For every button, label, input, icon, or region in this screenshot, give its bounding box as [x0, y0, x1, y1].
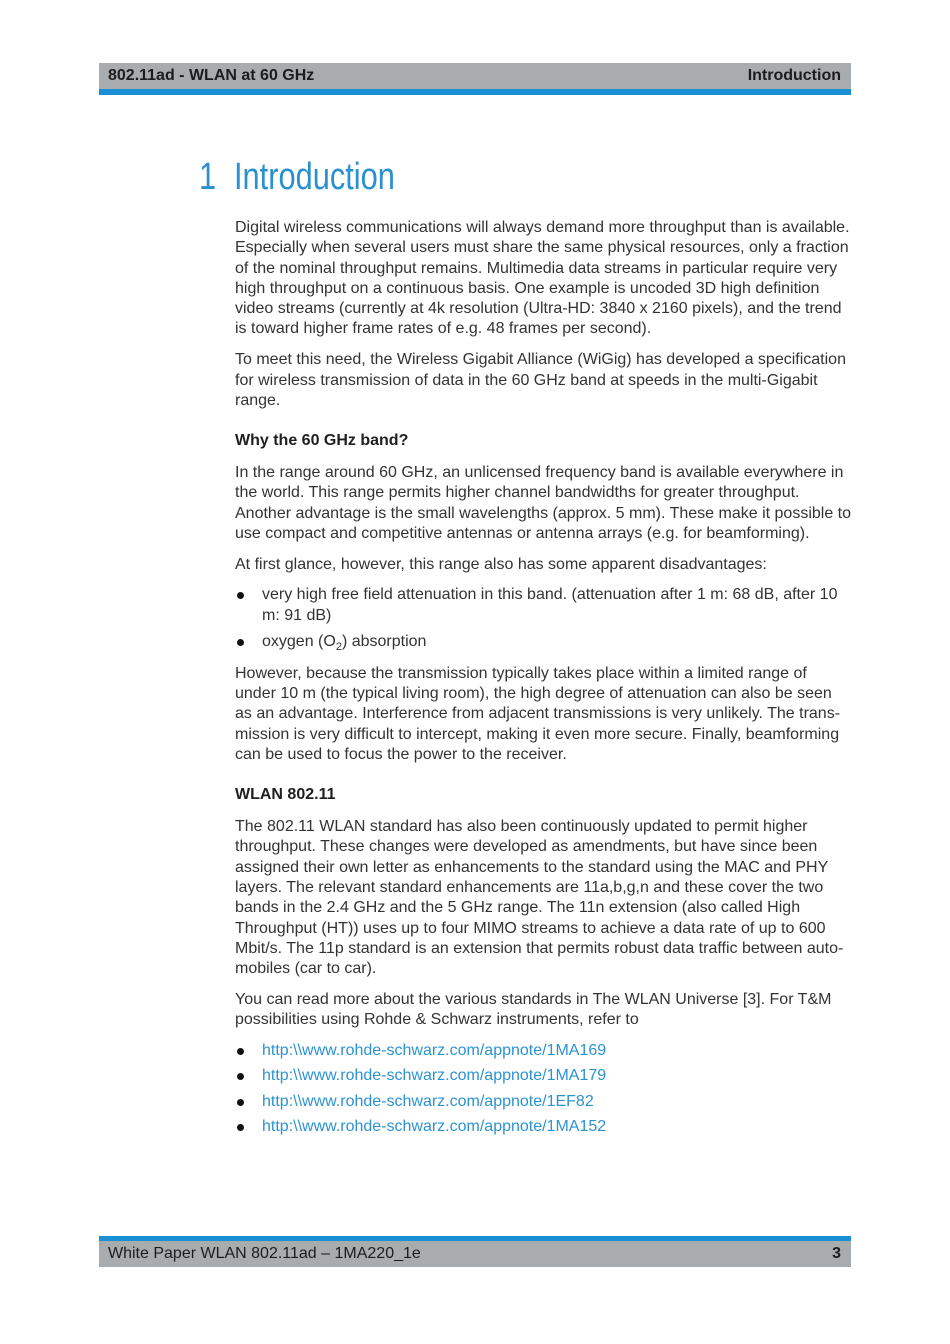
page-content	[235, 218, 851, 1150]
text-line: At first glance, however, this range also has some apparent disadvantages:	[235, 555, 767, 573]
paragraph-wlan-2	[235, 990, 851, 1031]
paragraph-intro-2	[235, 350, 851, 411]
text-line: However, because the transmission typically takes place within a limited range of	[235, 664, 807, 682]
appnote-link-1ef82[interactable]: http:\\www.rohde-schwarz.com/appnote/1EF82	[262, 1092, 594, 1110]
list-item	[235, 1092, 851, 1112]
header-section-title: Introduction	[747, 67, 841, 84]
list-item	[235, 1066, 851, 1086]
bullet-icon	[237, 1048, 244, 1055]
text-line: possibilities using Rohde & Schwarz instruments, refer to	[235, 1011, 639, 1029]
text-line: under 10 m (the typical living room), the high degree of attenuation can also be seen	[235, 685, 832, 703]
text-line: for wireless transmission of data in the 60 GHz band at speeds in the multi-Gigabit	[235, 371, 818, 389]
text-line: In the range around 60 GHz, an unlicensed frequency band is available everywhere in	[235, 463, 844, 481]
text-line	[262, 632, 851, 652]
list-item	[235, 585, 851, 626]
list-item	[235, 1041, 851, 1061]
text-line: Digital wireless communications will always demand more throughput than is available.	[235, 219, 850, 236]
bullet-icon	[237, 1073, 244, 1080]
paragraph-60ghz-1	[235, 463, 851, 544]
text-line: the world. This range permits higher channel bandwidths for greater throughput.	[235, 484, 800, 502]
heading-wlan-80211: WLAN 802.11	[235, 786, 336, 804]
bullet-icon	[237, 1099, 244, 1106]
disadvantages-list	[235, 585, 851, 651]
text-before-subscript: oxygen (O	[262, 632, 336, 650]
header-rule	[99, 89, 851, 95]
text-line: throughput. These changes were developed as amendments, but have since been	[235, 838, 818, 856]
text-line: bands in the 2.4 GHz and the 5 GHz range. The 11n extension (also called High	[235, 899, 801, 917]
running-header	[99, 63, 851, 89]
text-line: assigned their own letter as enhancements to the standard using the MAC and PHY	[235, 858, 829, 876]
appnote-link-1ma169[interactable]: http:\\www.rohde-schwarz.com/appnote/1MA169	[262, 1042, 607, 1060]
bullet-icon	[237, 1124, 244, 1131]
appnote-link-1ma179[interactable]: http:\\www.rohde-schwarz.com/appnote/1MA179	[262, 1067, 607, 1085]
text-line: Mbit/s. The 11p standard is an extension that permits robust data traffic between auto-	[235, 939, 844, 957]
text-line: Another advantage is the small wavelengths (approx. 5 mm). These make it possible to	[235, 504, 852, 522]
text-line: is toward higher frame rates of e.g. 48 frames per second).	[235, 320, 652, 338]
text-after-subscript: ) absorption	[341, 632, 427, 650]
text-line: The 802.11 WLAN standard has also been continuously updated to permit higher	[235, 818, 808, 836]
paragraph-60ghz-3	[235, 664, 851, 765]
text-line: Especially when several users must share the same physical resources, only a fraction	[235, 239, 849, 257]
list-item	[235, 1117, 851, 1137]
text-line: m: 91 dB)	[262, 606, 332, 624]
bullet-icon	[237, 592, 244, 599]
text-line: layers. The relevant standard enhancements are 11a,b,g,n and these cover the two	[235, 879, 824, 897]
subscript: 2	[335, 640, 342, 653]
chapter-title: Introduction	[234, 156, 395, 198]
text-line: To meet this need, the Wireless Gigabit Alliance (WiGig) has developed a specification	[235, 351, 846, 369]
text-line: as an advantage. Interference from adjacent transmissions is very unlikely. The trans-	[235, 705, 841, 723]
text-line: can be used to focus the power to the receiver.	[235, 746, 567, 764]
page-number: 3	[832, 1245, 841, 1262]
header-document-title: 802.11ad - WLAN at 60 GHz	[108, 67, 315, 84]
paragraph-intro-1	[235, 218, 851, 340]
text-line: range.	[235, 391, 281, 409]
heading-60ghz-band: Why the 60 GHz band?	[235, 432, 409, 450]
text-line: use compact and competitive antennas or antenna arrays (e.g. for beamforming).	[235, 524, 810, 542]
text-line: You can read more about the various standards in The WLAN Universe [3]. For T&M	[235, 991, 832, 1008]
bullet-icon	[237, 639, 244, 646]
text-line: mobiles (car to car).	[235, 960, 377, 978]
paragraph-60ghz-2	[235, 555, 851, 575]
text-line: high throughput on a continuous basis. One example is uncoded 3D high definition	[235, 279, 820, 297]
footer-document-id: White Paper WLAN 802.11ad – 1MA220_1e	[108, 1245, 421, 1262]
text-line: of the nominal throughput remains. Multimedia data streams in particular require very	[235, 259, 838, 277]
text-line: mission is very difficult to intercept, making it even more secure. Finally, beamforming	[235, 725, 840, 743]
text-line: very high free field attenuation in this band. (attenuation after 1 m: 68 dB, after 10	[262, 586, 838, 604]
paragraph-wlan-1	[235, 817, 851, 979]
text-line: video streams (currently at 4k resolution (Ultra-HD: 3840 x 2160 pixels), and the trend	[235, 300, 842, 318]
text-line: Throughput (HT)) uses up to four MIMO streams to achieve a data rate of up to 600	[235, 919, 826, 937]
appnote-link-1ma152[interactable]: http:\\www.rohde-schwarz.com/appnote/1MA152	[262, 1118, 607, 1136]
appnote-links-list	[235, 1041, 851, 1137]
chapter-number: 1	[199, 156, 217, 198]
list-item	[235, 632, 851, 652]
running-footer	[99, 1241, 851, 1267]
